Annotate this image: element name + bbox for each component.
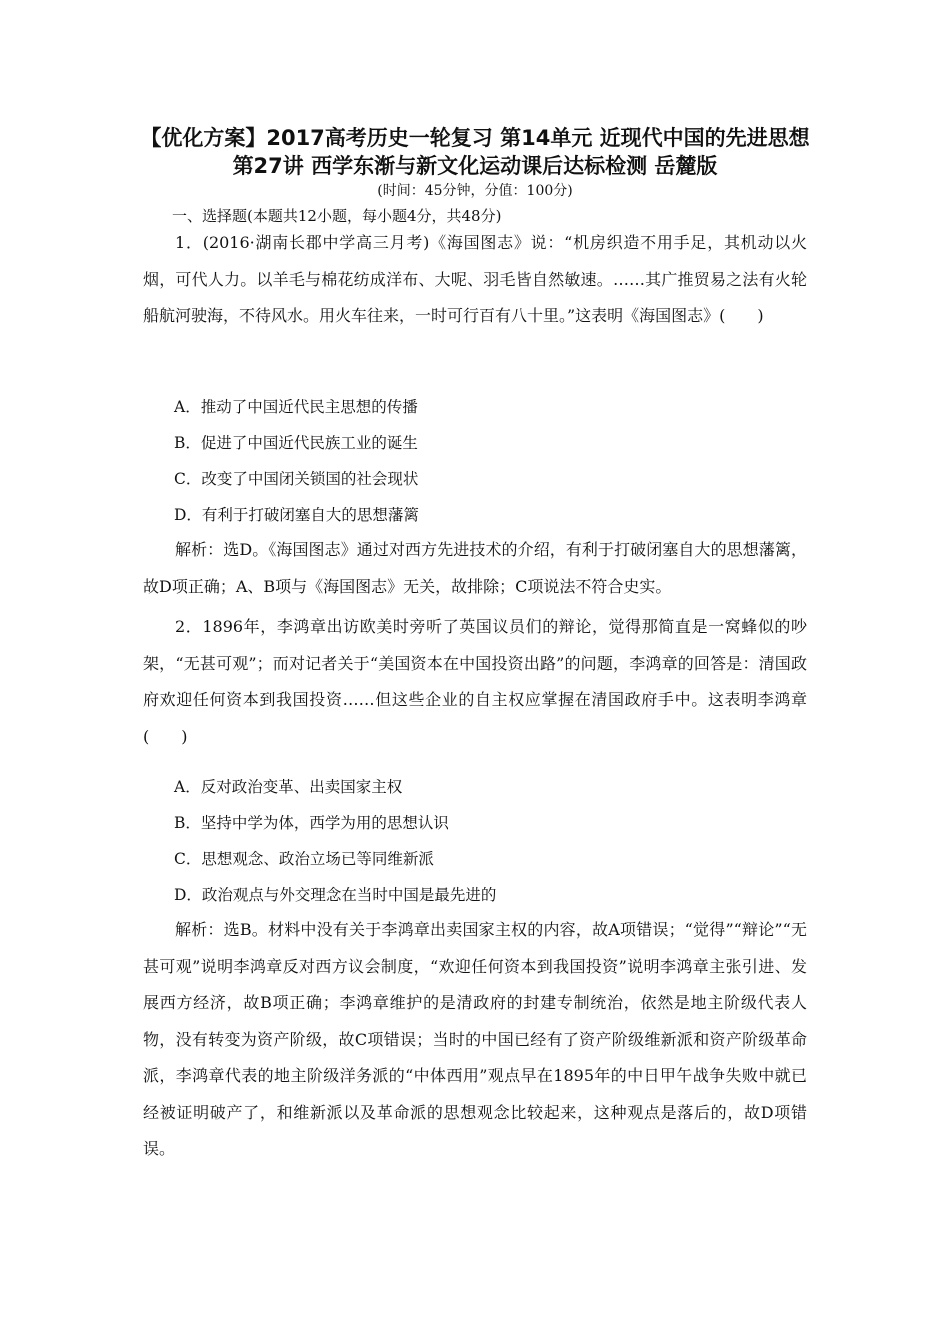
- question-2-option-c: C．思想观念、政治立场已等同维新派: [174, 850, 434, 868]
- question-2-option-a: A．反对政治变革、出卖国家主权: [174, 778, 403, 796]
- question-2-analysis: 解析：选B。材料中没有关于李鸿章出卖国家主权的内容，故A项错误；“觉得”“辩论”“无甚可观”说明李鸿章反对西方议会制度，“欢迎任何资本到我国投资”说明李鸿章主张引进、发展西方经济，故B项正确；李鸿章维护的是清政府的封建专制统治，依然是地主阶级代表人物，没有转变为资产阶级，故C项错误；当时的中国已经有了资产阶级维新派和资产阶级革命派，李鸿章代表的地主阶级洋务派的“中体西用”观点早在1895年的中日甲午战争失败中就已经被证明破产了，和维新派以及革命派的思想观念比较起来，这种观点是落后的，故D项错误。: [143, 920, 807, 1158]
- section-heading: 一、选择题(本题共12小题，每小题4分，共48分): [172, 207, 502, 225]
- question-1-option-c: C．改变了中国闭关锁国的社会现状: [174, 470, 419, 488]
- question-2-stem: 2．1896年，李鸿章出访欧美时旁听了英国议员们的辩论，觉得那简直是一窝蜂似的吵架，“无甚可观”；而对记者关于“美国资本在中国投资出路”的问题，李鸿章的回答是：清国政府欢迎任何资本到我国投资……但这些企业的自主权应掌握在清国政府手中。这表明李鸿章( ): [143, 617, 807, 746]
- question-1-analysis: 解析：选D。《海国图志》通过对西方先进技术的介绍，有利于打破闭塞自大的思想藩篱，故D项正确；A、B项与《海国图志》无关，故排除；C项说法不符合史实。: [143, 540, 807, 596]
- time-score-info: (时间：45分钟，分值：100分): [377, 183, 573, 199]
- question-1-option-d: D．有利于打破闭塞自大的思想藩篱: [174, 506, 419, 524]
- question-2-option-d: D．政治观点与外交理念在当时中国是最先进的: [174, 886, 497, 904]
- document-title: 【优化方案】2017高考历史一轮复习 第14单元 近现代中国的先进思想 第27讲 西学东渐与新文化运动课后达标检测 岳麓版: [140, 126, 810, 178]
- question-2-option-b: B．坚持中学为体，西学为用的思想认识: [174, 814, 449, 832]
- question-1-stem: 1．(2016·湖南长郡中学高三月考)《海国图志》说：“机房织造不用手足，其机动以火烟，可代人力。以羊毛与棉花纺成洋布、大呢、羽毛皆自然敏速。……其广推贸易之法有火轮船航河驶海，不待风水。用火车往来，一时可行百有八十里。”这表明《海国图志》( ): [143, 233, 807, 325]
- question-1-option-b: B．促进了中国近代民族工业的诞生: [174, 434, 418, 452]
- question-1-option-a: A．推动了中国近代民主思想的传播: [174, 398, 418, 416]
